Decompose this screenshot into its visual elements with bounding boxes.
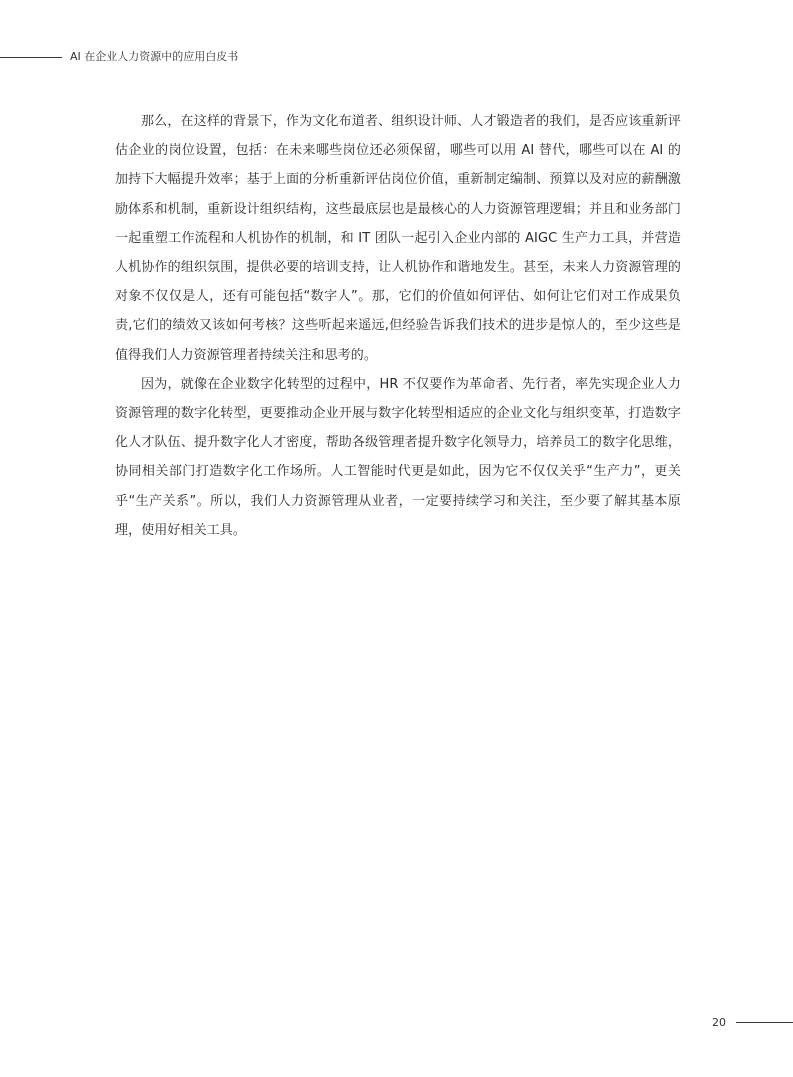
running-header-title: AI 在企业人力资源中的应用白皮书 <box>70 50 239 63</box>
body-text <box>115 107 681 545</box>
header-rule <box>0 57 62 58</box>
body-paragraph: 因为，就像在企业数字化转型的过程中，HR 不仅要作为革命者、先行者，率先实现企业人力资源管理的数字化转型，更要推动企业开展与数字化转型相适应的企业文化与组织变革，打造数字化人才队伍、提升数字化人才密度，帮助各级管理者提升数字化领导力，培养员工的数字化思维，协同相关部门打造数字化工作场所。人工智能时代更是如此，因为它不仅仅关乎“生产力”，更关乎“生产关系”。所以，我们人力资源管理从业者，一定要持续学习和关注，至少要了解其基本原理，使用好相关工具。 <box>115 376 681 538</box>
footer-rule <box>736 1022 793 1023</box>
body-paragraph: 那么，在这样的背景下，作为文化布道者、组织设计师、人才锻造者的我们，是否应该重新评估企业的岗位设置，包括：在未来哪些岗位还必须保留，哪些可以用 AI 替代，哪些可以在 AI 的加持下大幅提升效率；基于上面的分析重新评估岗位价值，重新制定编制、预算以及对应的薪酬激励体系和机制，重新设计组织结构，这些最底层也是最核心的人力资源管理逻辑；并且和业务部门一起重塑工作流程和人机协作的机制，和 IT 团队一起引入企业内部的 AIGC 生产力工具，并营造人机协作的组织氛围，提供必要的培训支持，让人机协作和谐地发生。甚至，未来人力资源管理的对象不仅仅是人，还有可能包括“数字人”。那，它们的价值如何评估、如何让它们对工作成果负责,它们的绩效又该如何考核？这些听起来遥远,但经验告诉我们技术的进步是惊人的，至少这些是值得我们人力资源管理者持续关注和思考的。 <box>115 114 681 363</box>
page-number: 20 <box>712 1016 726 1029</box>
